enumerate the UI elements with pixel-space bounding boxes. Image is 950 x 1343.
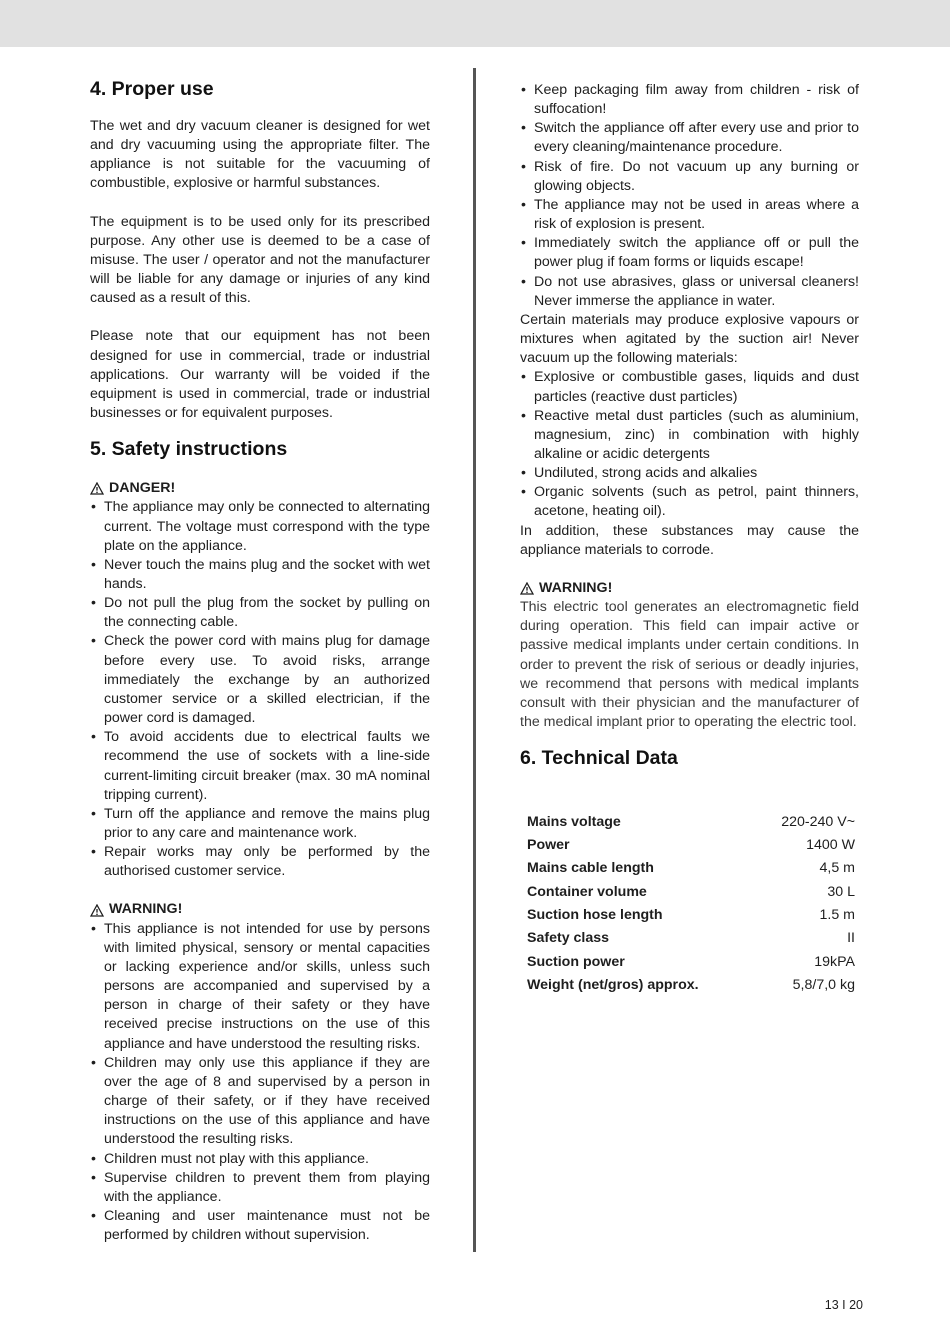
warning-triangle-icon — [520, 582, 534, 595]
table-row — [527, 833, 855, 856]
materials-intro: Certain materials may produce explosive vapours or mixtures when agitated by the suction air! Never vacuum up the following materials: — [520, 311, 859, 367]
spec-label: Mains cable length — [527, 860, 654, 877]
paragraph: The equipment is to be used only for its prescribed purpose. Any other use is deemed to be a case of misuse. The user / operator and not the manufacturer will be liable for any damage or injuries of any kind caused as a result of this. — [90, 213, 430, 307]
spec-label: Power — [527, 837, 570, 854]
list-item: • The appliance may not be used in areas where a risk of explosion is present. — [520, 196, 859, 234]
spec-label: Safety class — [527, 930, 610, 947]
list-item: • Immediately switch the appliance off or pull the power plug if foam forms or liquids escape! — [520, 234, 859, 272]
spec-value: 30 L — [827, 883, 855, 900]
table-row — [527, 903, 855, 926]
warning-heading — [90, 900, 430, 919]
danger-label: DANGER! — [109, 480, 176, 497]
page-number: 13 I 20 — [824, 1298, 863, 1312]
spec-label: Suction power — [527, 953, 625, 970]
table-row — [527, 927, 855, 950]
warning-list — [90, 920, 430, 1246]
list-item: • Switch the appliance off after every use and prior to every cleaning/maintenance procedure. — [520, 119, 859, 157]
spec-value: 1.5 m — [819, 906, 855, 923]
table-row — [527, 880, 855, 903]
column-divider — [473, 68, 476, 1252]
list-item: • Children must not play with this appliance. — [90, 1150, 430, 1169]
spec-value: 1400 W — [806, 837, 855, 854]
table-row — [527, 857, 855, 880]
danger-list — [90, 498, 430, 881]
paragraph: Please note that our equipment has not been designed for use in commercial, trade or industrial applications. Our warranty will be voided if the equipment is used in commercial, trade or industrial businesses or for equivalent purposes. — [90, 328, 430, 422]
paragraph: The wet and dry vacuum cleaner is designed for wet and dry vacuuming using the appropriate filter. The appliance is not suitable for the vacuuming of combustible, explosive or harmful substances. — [90, 118, 430, 192]
list-item: • Organic solvents (such as petrol, paint thinners, acetone, heating oil). — [520, 483, 859, 521]
safety-list-continued — [520, 81, 859, 311]
table-row — [527, 973, 855, 996]
list-item: • Do not use abrasives, glass or universal cleaners! Never immerse the appliance in water. — [520, 273, 859, 311]
emf-warning-text: This electric tool generates an electromagnetic field during operation. This field can impair active or passive medical implants under certain conditions. In order to prevent the risk of serious or deadly injuries, we recommend that persons with medical implants consult with their physician and the manufacturer of the medical implant prior to operating the electric tool. — [520, 599, 859, 730]
header-band — [0, 0, 950, 47]
list-item: • Never touch the mains plug and the socket with wet hands. — [90, 556, 430, 594]
list-item: • Repair works may only be performed by the authorised customer service. — [90, 843, 430, 881]
emf-warning-label: WARNING! — [539, 579, 613, 596]
technical-data-table — [527, 810, 855, 996]
spec-label: Suction hose length — [527, 906, 663, 923]
spec-value: 5,8/7,0 kg — [792, 976, 855, 993]
spec-value: II — [847, 930, 855, 947]
list-item: • Undiluted, strong acids and alkalies — [520, 464, 859, 483]
spec-value: 19kPA — [814, 953, 855, 970]
section-title-safety: 5. Safety instructions — [90, 438, 288, 461]
emf-warning-heading — [520, 579, 859, 598]
materials-outro: In addition, these substances may cause the appliance materials to corrode. — [520, 522, 859, 558]
list-item: • Supervise children to prevent them from playing with the appliance. — [90, 1169, 430, 1207]
list-item: • Risk of fire. Do not vacuum up any burning or glowing objects. — [520, 158, 859, 196]
list-item: • Do not pull the plug from the socket by pulling on the connecting cable. — [90, 594, 430, 632]
warning-label: WARNING! — [109, 901, 183, 918]
section-title-technical: 6. Technical Data — [520, 747, 678, 770]
section-title-proper-use: 4. Proper use — [90, 78, 214, 100]
list-item: • Check the power cord with mains plug for damage before every use. To avoid risks, arrange immediately the exchange by an authorized customer service or a skilled electrician, if the power cord is damaged. — [90, 632, 430, 728]
materials-list — [520, 368, 859, 521]
list-item: • Children may only use this appliance if they are over the age of 8 and supervised by a person in charge of their safety, or if they have received instructions on the use of this appliance and have understood the resulting risks. — [90, 1054, 430, 1150]
list-item: • To avoid accidents due to electrical faults we recommend the use of sockets with a line-side current-limiting circuit breaker (max. 30 mA nominal tripping current). — [90, 728, 430, 805]
list-item: • Keep packaging film away from children - risk of suffocation! — [520, 81, 859, 119]
spec-value: 220-240 V~ — [781, 813, 855, 830]
list-item: • Explosive or combustible gases, liquids and dust particles (reactive dust particles) — [520, 368, 859, 406]
list-item: • Reactive metal dust particles (such as aluminium, magnesium, zinc) in combination with highly alkaline or acidic detergents — [520, 407, 859, 464]
spec-label: Mains voltage — [527, 813, 621, 830]
table-row — [527, 950, 855, 973]
right-column — [520, 81, 859, 997]
spec-label: Weight (net/gros) approx. — [527, 976, 699, 993]
table-row — [527, 810, 855, 833]
left-column — [90, 75, 430, 1245]
list-item: • This appliance is not intended for use by persons with limited physical, sensory or mental capacities or lacking experience and/or skills, unless such persons are accompanied and supervised by a person in charge of their safety or they have received precise instructions on the use of this appliance and have understood the resulting risks. — [90, 920, 430, 1054]
danger-heading — [90, 479, 430, 498]
list-item: • The appliance may only be connected to alternating current. The voltage must correspond with the type plate on the appliance. — [90, 498, 430, 555]
spec-label: Container volume — [527, 883, 647, 900]
spec-value: 4,5 m — [819, 860, 855, 877]
warning-triangle-icon — [90, 482, 104, 495]
list-item: • Turn off the appliance and remove the mains plug prior to any care and maintenance work. — [90, 805, 430, 843]
list-item: • Cleaning and user maintenance must not be performed by children without supervision. — [90, 1207, 430, 1245]
warning-triangle-icon — [90, 904, 104, 917]
